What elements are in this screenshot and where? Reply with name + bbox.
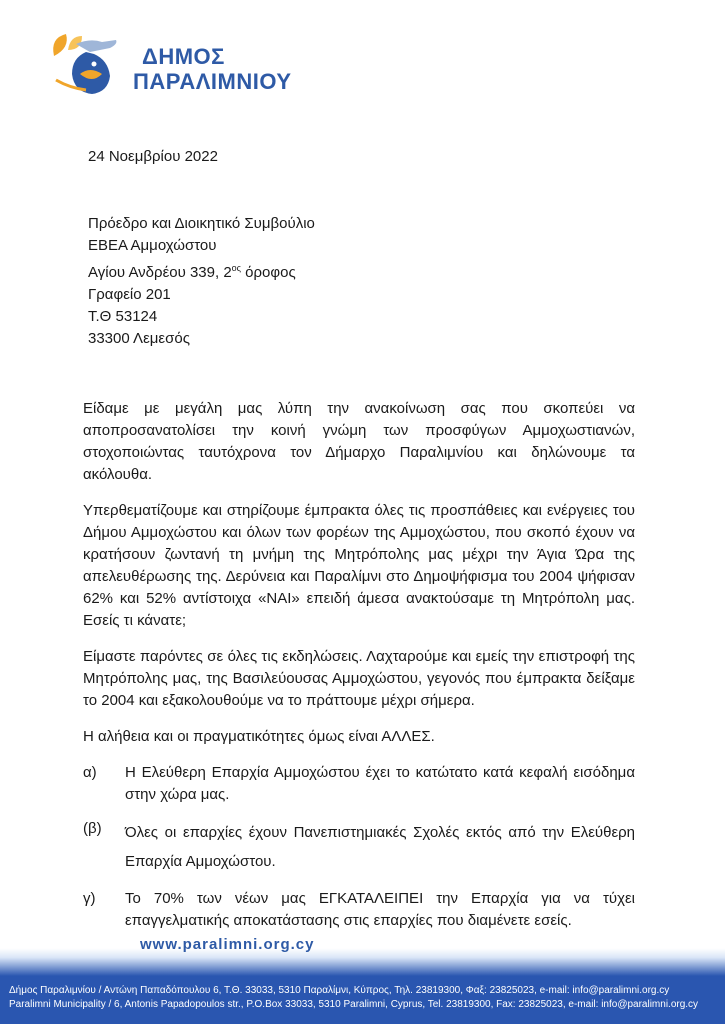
recipient-address — [88, 213, 315, 350]
letter-date: 24 Νοεμβρίου 2022 — [88, 148, 218, 165]
list-marker: α) — [83, 764, 97, 781]
recipient-line-1: Πρόεδρο και Διοικητικό Συμβούλιο — [88, 215, 315, 232]
list-marker: γ) — [83, 890, 96, 907]
footer-line-english: Paralimni Municipality / 6, Antonis Papadopoulos str., P.O.Box 33033, 5310 Paralimni, Cyprus, Tel. 23819300, Fax: 23825023, e-mail: info@paralimni.org.cy — [9, 999, 699, 1010]
list-text: Όλες οι επαρχίες έχουν Πανεπιστημιακές Σχολές εκτός από την Ελεύθερη Επαρχία Αμμοχώστου. — [125, 824, 635, 870]
recipient-floor-word: όροφος — [241, 264, 296, 281]
list-item-a — [83, 762, 635, 806]
footer-line-greek: Δήμος Παραλιμνίου / Αντώνη Παπαδόπουλου 6, Τ.Θ. 33033, 5310 Παραλίμνι, Κύπρος, Τηλ. 23819300, Φαξ: 23825023, e-mail: info@paralimni.org.cy — [9, 985, 670, 996]
paragraph-2: Υπερθεματίζουμε και στηρίζουμε έμπρακτα όλες τις προσπάθειες και ενέργειες του Δήμου Αμμοχώστου και όλων των φορέων της Αμμοχώστου, που σκοπό έχουν να κρατήσουν ζωντανή τη μνήμη της Μητρόπολης μας μέχρι την Άγια Ώρα της απελευθέρωσης της. Δερύνεια και Παραλίμνι στο Δημοψήφισμα του 2004 ψήφισαν 62% και 52% αντίστοιχα «ΝΑΙ» επειδή άμεσα ανακτούσαμε τη Μητρόπολη μας. Εσείς τι κάνατε; — [83, 502, 635, 629]
list-text: Η Ελεύθερη Επαρχία Αμμοχώστου έχει το κατώτατο κατά κεφαλή εισόδημα στην χώρα μας. — [125, 764, 635, 803]
paragraph-1: Είδαμε με μεγάλη μας λύπη την ανακοίνωση σας που σκοπεύει να αποπροσανατολίσει την κοινή γνώμη των προσφύγων Αμμοχωστιανών, στοχοποιώντας ταυτόχρονα τον Δήμαρχο Παραλιμνίου και δηλώνουμε τα ακόλουθα. — [83, 400, 635, 483]
website-link[interactable]: www.paralimni.org.cy — [140, 936, 315, 953]
recipient-line-2: ΕΒΕΑ Αμμοχώστου — [88, 237, 217, 254]
municipality-brand — [133, 44, 292, 94]
recipient-floor-sup: ος — [231, 263, 242, 273]
recipient-line-3 — [88, 257, 315, 284]
recipient-street: Αγίου Ανδρέου 339, 2 — [88, 264, 232, 281]
recipient-line-4: Γραφείο 201 — [88, 286, 171, 303]
brand-line-2: ΠΑΡΑΛΙΜΝΙΟΥ — [133, 69, 292, 94]
municipality-logo — [46, 30, 136, 100]
footer-bar — [0, 976, 725, 1024]
brand-line-1: ΔΗΜΟΣ — [142, 44, 225, 69]
recipient-line-6: 33300 Λεμεσός — [88, 330, 190, 347]
list-text: Το 70% των νέων μας ΕΓΚΑΤΑΛΕΙΠΕΙ την Επαρχία για να τύχει επαγγελματικής αποκατάστασης στις επαρχίες που διαμένετε εσείς. — [125, 890, 635, 929]
recipient-line-5: Τ.Θ 53124 — [88, 308, 158, 325]
paragraph-3: Είμαστε παρόντες σε όλες τις εκδηλώσεις. Λαχταρούμε και εμείς την επιστροφή της Μητρόπολης μας, της Βασιλεύουσας Αμμοχώστου, γεγονός που έμπρακτα δείξαμε το 2004 και εξακολουθούμε να το πράττουμε μέχρι σήμερα. — [83, 648, 635, 709]
paragraph-4: Η αλήθεια και οι πραγματικότητες όμως είναι ΑΛΛΕΣ. — [83, 728, 435, 745]
footer-wave — [0, 930, 725, 976]
list-item-b — [83, 818, 635, 876]
list-marker: (β) — [83, 820, 102, 837]
letter-body — [83, 398, 635, 944]
list-item-c — [83, 888, 635, 932]
